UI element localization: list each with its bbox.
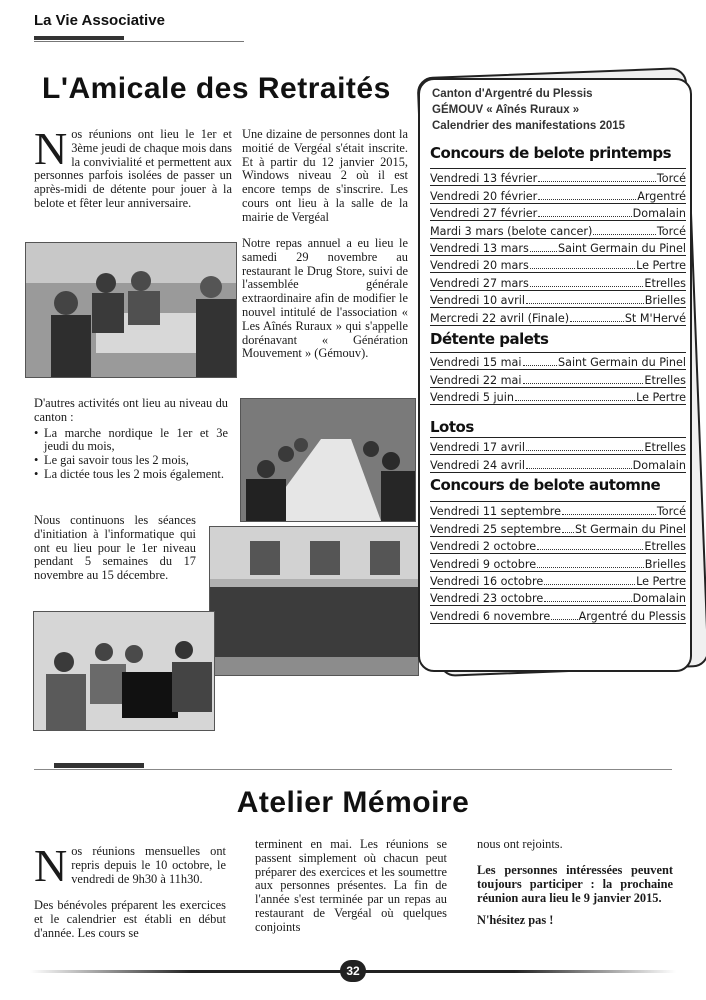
calendar-header <box>432 86 692 134</box>
event-place: Etrelles <box>644 441 686 455</box>
atelier-middle-paragraph: terminent en mai. Les réunions se passent simplement où chacun peut préparer des exercices et les soumettre aux personnes présentes. La fin de l'année s'est terminée par un repas au restaurant de Vergéal où quelques conjoints <box>255 837 447 934</box>
photo-banquet <box>240 398 416 522</box>
dot-leader <box>526 303 644 304</box>
dropcap: N <box>34 840 68 891</box>
dot-leader <box>530 268 635 269</box>
rows-lotos <box>430 437 686 473</box>
event-place: Torcé <box>656 224 686 238</box>
calendar-row <box>430 388 686 405</box>
list-item: • Le gai savoir tous les 2 mois, <box>34 454 228 468</box>
calendar-row <box>430 221 686 238</box>
event-place: St Germain du Pinel <box>575 522 686 536</box>
event-place: Argentré du Plessis <box>578 609 686 623</box>
event-place: Brielles <box>644 294 686 308</box>
calendar-row <box>430 501 686 519</box>
dot-leader <box>538 199 636 200</box>
event-date: Vendredi 16 octobre <box>430 574 544 588</box>
activites-block <box>34 397 228 482</box>
photo-belote-players <box>25 242 237 378</box>
calendar-row <box>430 589 686 606</box>
rows-belote-automne <box>430 501 686 624</box>
calendar-row <box>430 352 686 370</box>
dot-leader <box>530 251 557 252</box>
event-date: Vendredi 10 avril <box>430 294 525 308</box>
event-date: Vendredi 17 avril <box>430 441 525 455</box>
event-place: Saint Germain du Pinel <box>557 356 686 370</box>
event-place: Domalain <box>632 207 686 221</box>
photo-group <box>209 526 419 676</box>
rows-detente-palets <box>430 352 686 405</box>
dot-leader <box>526 450 643 451</box>
calendar-canton: Canton d'Argentré du Plessis <box>432 88 593 100</box>
dot-leader <box>523 383 644 384</box>
dot-leader <box>562 514 656 515</box>
calendar-row <box>430 437 686 455</box>
event-place: Torcé <box>656 172 686 186</box>
dot-leader <box>537 549 643 550</box>
event-place: Brielles <box>644 557 686 571</box>
event-place: Argentré <box>637 189 686 203</box>
atelier-closing: N'hésitez pas ! <box>477 913 554 927</box>
event-date: Vendredi 27 mars <box>430 276 529 290</box>
repas-paragraph: Notre repas annuel a eu lieu le samedi 29 novembre au restaurant le Drug Store, suivi de l'assemblée générale extraordinaire afin de modifier le nouvel intitulé de l'association « Les Aînés Ruraux » qui s'appelle dorénavant « Génération Mouvement » (Gémouv). <box>242 236 408 361</box>
calendar-association: GÉMOUV « Aînés Ruraux » <box>432 104 580 116</box>
calendar-row <box>430 554 686 571</box>
section-header: La Vie Associative <box>34 12 165 29</box>
event-place: Le Pertre <box>636 574 686 588</box>
dot-leader <box>544 601 631 602</box>
event-place: Domalain <box>632 458 686 472</box>
atelier-intro-text: os réunions mensuelles ont repris depuis le 10 octobre, le vendredi de 9h30 à 11h30. <box>71 844 226 886</box>
separator-rule <box>34 769 672 770</box>
list-item: • La marche nordique le 1er et 3e jeudi du mois, <box>34 427 228 455</box>
dot-leader <box>593 234 656 235</box>
rows-belote-printemps <box>430 168 686 326</box>
informatique-intro-paragraph: Nous continuons les séances d'initiation à l'informatique qui ont eu lieu pour le 1er niveau pendant 5 semaines du 17 novembre au 15 décembre. <box>34 513 196 583</box>
header-bar <box>34 36 124 40</box>
event-place: Torcé <box>656 505 686 519</box>
event-date: Vendredi 5 juin <box>430 391 514 405</box>
dot-leader <box>515 400 635 401</box>
event-date: Vendredi 2 octobre <box>430 540 537 554</box>
event-date: Vendredi 13 février <box>430 172 538 186</box>
event-date: Vendredi 22 mai <box>430 373 522 387</box>
event-date: Vendredi 11 septembre <box>430 505 561 519</box>
activites-list <box>34 427 228 482</box>
separator-bar <box>54 763 144 768</box>
event-date: Vendredi 9 octobre <box>430 557 537 571</box>
atelier-rejoints: nous ont rejoints. <box>477 837 563 851</box>
event-place: Domalain <box>632 592 686 606</box>
calendar-row <box>430 291 686 308</box>
informatique-paragraph: Une dizaine de personnes dont la moitié de Vergéal s'était inscrite. Et à partir du 12 janvier 2015, Windows niveau 2 où il est encore temps de s'inscrire. Les cours ont lieu à la salle de la mairie de Vergéal <box>242 127 408 224</box>
atelier-benevoles-paragraph: Des bénévoles préparent les exercices et le calendrier est établi en début d'année. Les cours se <box>34 898 226 940</box>
article-title-atelier: Atelier Mémoire <box>236 786 470 819</box>
section-detente-palets: Détente palets <box>430 330 549 348</box>
calendar-title: Calendrier des manifestations 2015 <box>432 120 626 132</box>
calendar-row <box>430 239 686 256</box>
calendar-row <box>430 204 686 221</box>
dot-leader <box>526 468 632 469</box>
event-date: Vendredi 20 février <box>430 189 538 203</box>
dot-leader <box>538 181 656 182</box>
section-belote-automne: Concours de belote automne <box>430 476 661 494</box>
intro-text: os réunions ont lieu le 1er et 3ème jeudi de chaque mois dans la convivialité et permettent aux personnes parfois isolées de passer un après-midi de détente pour jouer à la belote et fêter leur anniversaire. <box>34 127 232 210</box>
dot-leader <box>537 567 644 568</box>
dot-leader <box>523 365 557 366</box>
section-lotos: Lotos <box>430 418 474 436</box>
dot-leader <box>530 286 644 287</box>
calendar-row <box>430 572 686 589</box>
event-place: St M'Hervé <box>624 311 686 325</box>
atelier-invitation: Les personnes intéressées peuvent toujours participer : la prochaine réunion aura lieu le 9 janvier 2015. <box>477 863 673 905</box>
calendar-row <box>430 455 686 472</box>
page-number: 32 <box>340 960 366 982</box>
event-date: Vendredi 13 mars <box>430 241 529 255</box>
dropcap: N <box>34 123 68 174</box>
event-place: Etrelles <box>644 373 686 387</box>
event-place: Saint Germain du Pinel <box>557 241 686 255</box>
article-title-amicale: L'Amicale des Retraités <box>42 72 391 105</box>
event-place: Le Pertre <box>636 259 686 273</box>
photo-computer-class <box>33 611 215 731</box>
dot-leader <box>570 321 624 322</box>
event-place: Etrelles <box>644 276 686 290</box>
calendar-row <box>430 537 686 554</box>
event-date: Vendredi 23 octobre <box>430 592 544 606</box>
calendar-row <box>430 606 686 623</box>
intro-paragraph <box>34 123 232 211</box>
dot-leader <box>538 216 631 217</box>
event-date: Mardi 3 mars (belote cancer) <box>430 224 593 238</box>
event-date: Vendredi 15 mai <box>430 356 522 370</box>
calendar-row <box>430 519 686 536</box>
atelier-intro-paragraph <box>34 840 226 891</box>
event-date: Vendredi 27 février <box>430 207 538 221</box>
calendar-row <box>430 273 686 290</box>
dot-leader <box>551 619 577 620</box>
event-place: Etrelles <box>644 540 686 554</box>
event-date: Vendredi 25 septembre <box>430 522 561 536</box>
header-rule <box>34 41 244 42</box>
event-date: Mercredi 22 avril (Finale) <box>430 311 570 325</box>
event-date: Vendredi 6 novembre <box>430 609 551 623</box>
calendar-row <box>430 256 686 273</box>
calendar-row <box>430 308 686 325</box>
event-place: Le Pertre <box>636 391 686 405</box>
event-date: Vendredi 20 mars <box>430 259 529 273</box>
calendar-row <box>430 370 686 387</box>
activites-intro: D'autres activités ont lieu au niveau du canton : <box>34 396 228 424</box>
calendar-row <box>430 168 686 186</box>
dot-leader <box>544 584 635 585</box>
section-belote-printemps: Concours de belote printemps <box>430 144 672 162</box>
list-item: • La dictée tous les 2 mois également. <box>34 468 228 482</box>
event-date: Vendredi 24 avril <box>430 458 525 472</box>
dot-leader <box>562 532 574 533</box>
calendar-row <box>430 186 686 203</box>
